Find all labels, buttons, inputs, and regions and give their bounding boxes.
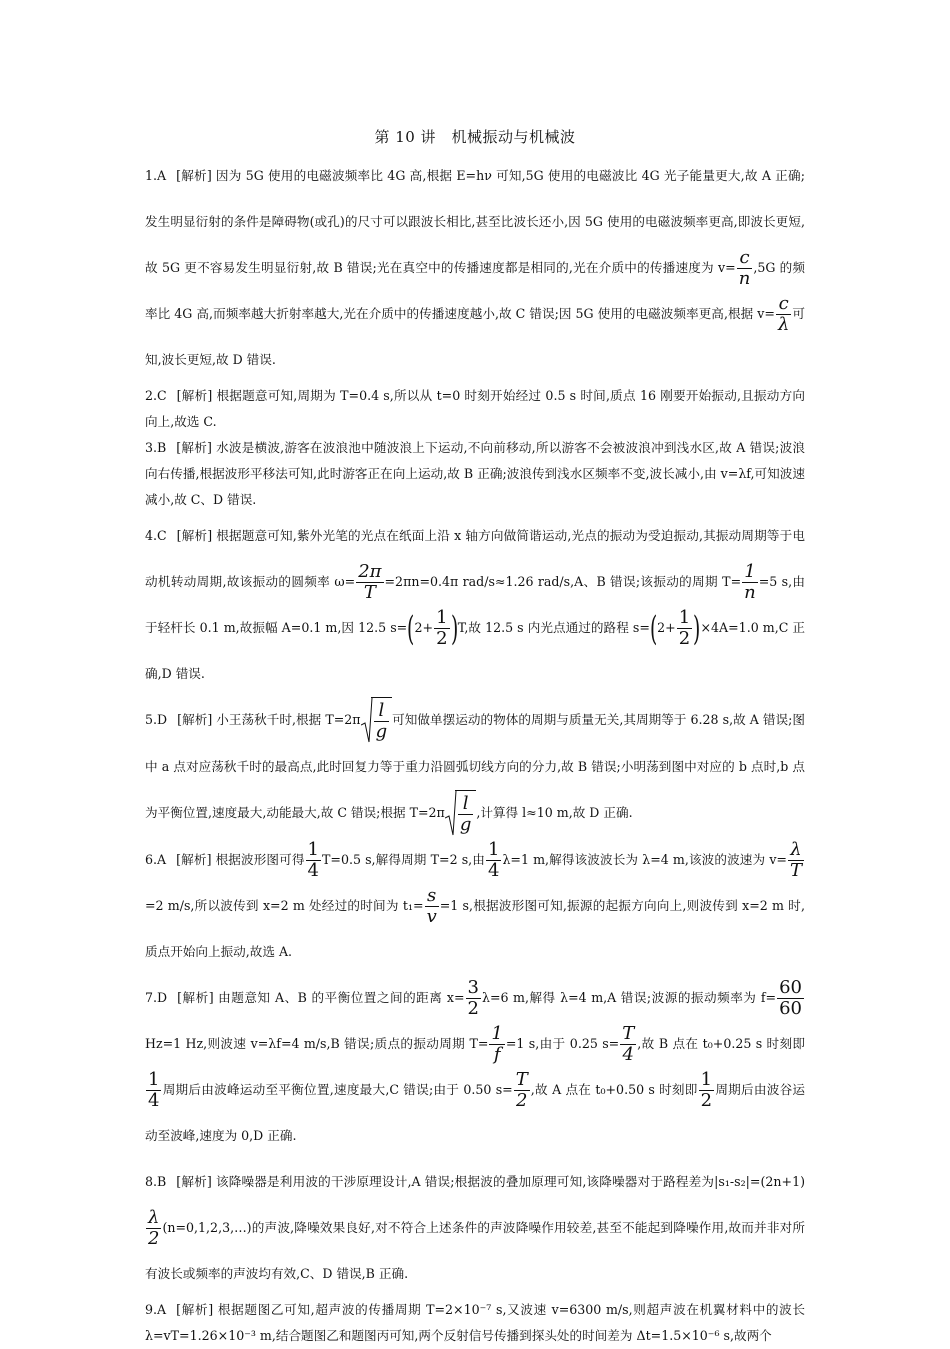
answer-text: 水波是横波,游客在波浪池中随波浪上下运动,不向前移动,所以游客不会被波浪冲到浅水区,故 A 错误;波浪向右传播,根据波形平移法可知,此时游客正在向上运动,故 B 正确;波浪传到浅水区频率不变,波长减小,由 v=λf,可知波速减小,故 C、D 错误. — [145, 440, 806, 507]
square-root — [445, 790, 477, 837]
answer-4 — [145, 513, 805, 697]
answer-text: 根据题图乙可知,超声波的传播周期 T=2×10⁻⁷ s,又波速 v=6300 m/s,则超声波在机翼材料中的波长 λ=vT=1.26×10⁻³ m,结合题图乙和题图丙可知,两个反射信号传播到探头处的时间差为 Δt=1.5×10⁻⁶ s,故两个 — [145, 1302, 806, 1343]
answer-text: (n=0,1,2,3,…)的声波,降噪效果良好,对不符合上述条件的声波降噪作用较差,甚至不能起到降噪作用,故而并非对所有波长或频率的声波均有效,C、D 错误,B 正确. — [145, 1220, 805, 1281]
math-term: 2+ — [657, 620, 676, 635]
answer-5 — [145, 697, 805, 837]
fraction: $\frac{\lambda}{2}$ — [148, 1207, 160, 1249]
fraction: $\frac{1}{4}$ — [488, 839, 500, 881]
answer-text: 根据题意可知,紫外光笔的光点在纸面上沿 x 轴方向做简谐运动,光点的振动为受迫振动,其振动周期等于电动机转动周期,故该振动的圆频率 ω= — [145, 528, 805, 589]
answer-3 — [145, 435, 805, 513]
answer-text: ,故 A 点在 t₀+0.50 s 时刻即 — [530, 1082, 698, 1097]
answer-text: 周期后由波峰运动至平衡位置,速度最大,C 错误;由于 0.50 s= — [162, 1082, 513, 1097]
analysis-tag: [解析] — [176, 168, 212, 183]
answer-number: 2.C — [145, 388, 167, 403]
answer-text: =2πn=0.4π rad/s≈1.26 rad/s,A、B 错误;该振动的周期 T= — [384, 574, 742, 589]
answer-text: ,计算得 l≈10 m,故 D 正确. — [476, 805, 633, 820]
fraction: $\frac{c}{n}$ — [738, 247, 751, 289]
answer-text: 根据题意可知,周期为 T=0.4 s,所以从 t=0 时刻开始经过 0.5 s 时间,质点 16 刚要开始振动,且振动方向向上,故选 C. — [145, 388, 805, 429]
answer-2 — [145, 383, 805, 435]
answer-text: 可知做单摆运动的物体的周期与质量无关,其周期等于 6.28 s,故 A 错误;图中 a 点对应荡秋千时的最高点,此时回复力等于重力沿圆弧切线方向的分力,故 B 错误;小明荡到图中对应的 b 点时,b 点为平衡位置,速度最大,动能最大,故 C 错误;根据 T=2π — [145, 712, 805, 820]
answer-text: λ=1 m,解得该波波长为 λ=4 m,该波的波速为 v= — [502, 852, 787, 867]
document-page — [145, 126, 805, 1349]
fraction: $\frac{c}{\lambda}$ — [777, 293, 790, 335]
fraction: $\frac{1}{f}$ — [491, 1023, 503, 1065]
answer-1 — [145, 153, 805, 383]
analysis-tag: [解析] — [176, 528, 213, 543]
answer-text: ,故 B 点在 t₀+0.25 s 时刻即 — [637, 1036, 805, 1051]
fraction: $\frac{s}{v}$ — [426, 885, 437, 927]
answer-text: 该降噪器是利用波的干涉原理设计,A 错误;根据波的叠加原理可知,该降噪器对于路程差为|s₁-s₂|=(2n+1) — [215, 1174, 805, 1189]
fraction: $\frac{1}{2}$ — [678, 607, 691, 649]
math-term: 2+ — [414, 620, 434, 635]
answer-number: 3.B — [145, 440, 167, 455]
answer-text: ,5G 的频率比 4G 高,而频率越大折射率越大,光在介质中的传播速度越小,故 C 错误;因 5G 使用的电磁波频率更高,根据 v= — [145, 260, 805, 321]
fraction: $\frac{1}{2}$ — [700, 1069, 713, 1111]
answer-number: 4.C — [145, 528, 167, 543]
fraction: $\frac{1}{n}$ — [744, 561, 756, 603]
answer-text: =1 s,由于 0.25 s= — [505, 1036, 620, 1051]
answer-text: T,故 12.5 s 内光点通过的路程 s= — [457, 620, 650, 635]
answer-number: 8.B — [145, 1174, 167, 1189]
answer-8 — [145, 1159, 805, 1297]
analysis-tag: [解析] — [176, 1302, 214, 1317]
fraction: $\frac{T}{2}$ — [515, 1069, 528, 1111]
answer-text: ×4A=1.0 m,C 正确,D 错误. — [145, 620, 805, 681]
fraction: $\frac{l}{g}$ — [459, 793, 472, 835]
left-paren: ( — [649, 608, 658, 649]
right-paren: ) — [693, 608, 701, 649]
analysis-tag: [解析] — [176, 440, 212, 455]
analysis-tag: [解析] — [177, 712, 213, 727]
answer-text: =5 s,由于轻杆长 0.1 m,故振幅 A=0.1 m,因 12.5 s= — [145, 574, 805, 635]
answer-9 — [145, 1297, 805, 1349]
fraction: $\frac{1}{2}$ — [436, 607, 448, 649]
answer-text: λ=6 m,解得 λ=4 m,A 错误;波源的振动频率为 f= — [481, 990, 777, 1005]
fraction: $\frac{\lambda}{T}$ — [790, 839, 803, 881]
fraction: $\frac{1}{4}$ — [148, 1069, 160, 1111]
answer-number: 9.A — [145, 1302, 167, 1317]
fraction: $\frac{2\pi}{T}$ — [358, 561, 382, 603]
fraction: $\frac{60}{60}$ — [779, 977, 803, 1019]
answer-number: 7.D — [145, 990, 168, 1005]
right-paren: ) — [450, 608, 458, 649]
fraction: $\frac{3}{2}$ — [467, 977, 479, 1019]
answer-number: 5.D — [145, 712, 168, 727]
answer-text: =2 m/s,所以波传到 x=2 m 处经过的时间为 t₁= — [145, 898, 424, 913]
answer-text: 因为 5G 使用的电磁波频率比 4G 高,根据 E=hν 可知,5G 使用的电磁波比 4G 光子能量更大,故 A 正确;发生明显衍射的条件是障碍物(或孔)的尺寸可以跟波长相比,甚至比波长还小,因 5G 使用的电磁波频率更高,即波长更短,故 5G 更不容易发生明显衍射,故 B 错误;光在真空中的传播速度都是相同的,光在介质中的传播速度为 v= — [145, 168, 805, 275]
answer-text: T=0.5 s,解得周期 T=2 s,由 — [322, 852, 485, 867]
fraction: $\frac{l}{g}$ — [375, 700, 388, 742]
square-root — [361, 697, 393, 744]
answer-text: 由题意知 A、B 的平衡位置之间的距离 x= — [217, 990, 465, 1005]
answer-number: 1.A — [145, 168, 167, 183]
answer-text: =1 s,根据波形图可知,振源的起振方向向上,则波传到 x=2 m 时,质点开始向上振动,故选 A. — [145, 898, 805, 959]
analysis-tag: [解析] — [177, 990, 214, 1005]
page-title: 第 10 讲 机械振动与机械波 — [374, 128, 576, 146]
answer-number: 6.A — [145, 852, 167, 867]
answer-text: 小王荡秋千时,根据 T=2π — [216, 712, 361, 727]
analysis-tag: [解析] — [176, 1174, 212, 1189]
fraction: $\frac{1}{4}$ — [307, 839, 319, 881]
answer-text: 可知,波长更短,故 D 错误. — [145, 306, 806, 367]
answer-6 — [145, 837, 805, 975]
analysis-tag: [解析] — [176, 388, 213, 403]
analysis-tag: [解析] — [176, 852, 212, 867]
left-paren: ( — [407, 608, 415, 649]
answer-text: 根据波形图可得 — [215, 852, 305, 867]
answer-text: Hz=1 Hz,则波速 v=λf=4 m/s,B 错误;质点的振动周期 T= — [145, 1036, 489, 1051]
answer-text: 周期后由波谷运动至波峰,速度为 0,D 正确. — [145, 1082, 806, 1143]
answer-7 — [145, 975, 805, 1159]
fraction: $\frac{T}{4}$ — [622, 1023, 635, 1065]
